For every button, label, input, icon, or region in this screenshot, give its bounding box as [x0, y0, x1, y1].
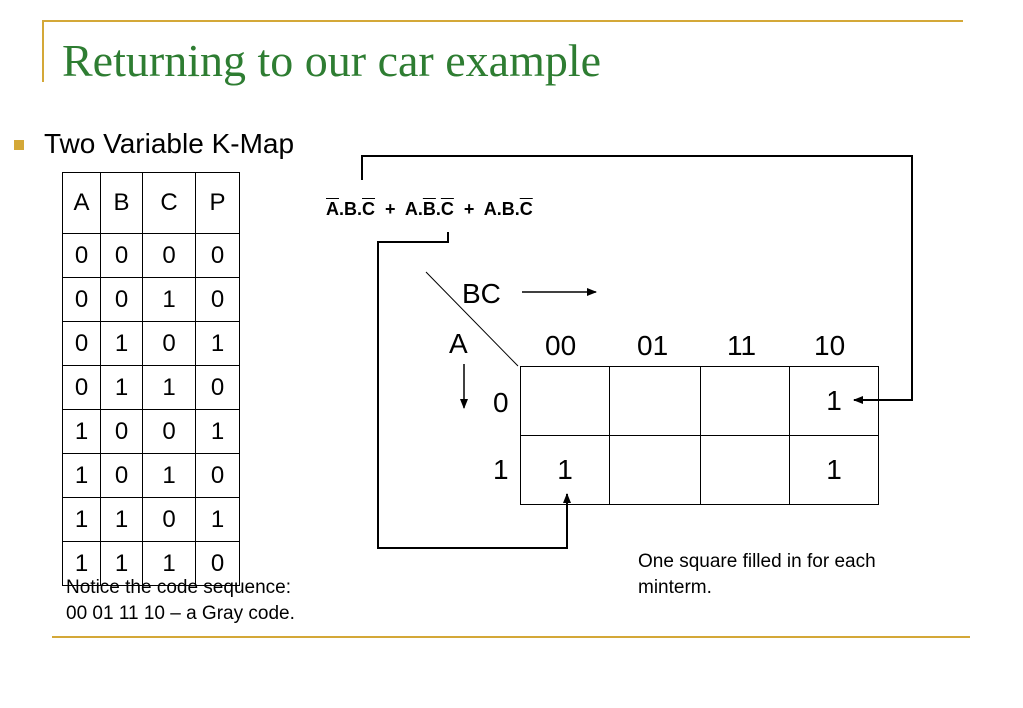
- bullet-text: Two Variable K-Map: [44, 128, 295, 159]
- table-cell: 0: [63, 322, 101, 366]
- kmap-cell: [610, 436, 701, 505]
- table-cell: 1: [143, 454, 196, 498]
- gray-code-note-line2: 00 01 11 10 – a Gray code.: [66, 603, 295, 624]
- kmap-cell: [521, 367, 610, 436]
- kmap-row: [521, 436, 879, 505]
- kmap-cell: [610, 367, 701, 436]
- table-cell: 0: [101, 278, 143, 322]
- header-b: B: [101, 173, 143, 234]
- term1-c-bar: $\overline{C}$: [362, 199, 376, 219]
- table-cell: 0: [143, 322, 196, 366]
- table-cell: 1: [101, 366, 143, 410]
- table-cell: 1: [143, 366, 196, 410]
- kmap-row-header: 1: [493, 454, 509, 485]
- kmap-cell: 1: [521, 436, 610, 505]
- term2-c-bar: $\overline{C}$: [440, 199, 454, 219]
- kmap-row-header: 0: [493, 387, 509, 418]
- kmap-col-header: 01: [637, 330, 669, 361]
- term3-ab: A.B.: [483, 199, 520, 219]
- kmap-col-header: 11: [727, 330, 757, 361]
- kmap-cell: 1: [790, 367, 879, 436]
- table-cell: 0: [101, 234, 143, 278]
- term1-a-bar: $\overline{A}$: [326, 199, 339, 219]
- kmap-grid: [520, 366, 879, 505]
- table-cell: 1: [63, 498, 101, 542]
- table-cell: 1: [101, 542, 143, 586]
- term3-c-bar: $\overline{C}$: [519, 199, 533, 219]
- kmap-a-label: A: [449, 328, 468, 359]
- minterm-note-line2: minterm.: [638, 577, 712, 598]
- table-cell: 1: [143, 542, 196, 586]
- table-cell: 1: [101, 498, 143, 542]
- header-a: A: [63, 173, 101, 234]
- table-cell: 1: [196, 322, 240, 366]
- table-cell: 0: [196, 454, 240, 498]
- table-cell: 0: [101, 410, 143, 454]
- table-cell: 0: [196, 366, 240, 410]
- term2-a: A.: [404, 199, 423, 219]
- kmap-bc-label: BC: [462, 278, 501, 309]
- table-cell: 1: [101, 322, 143, 366]
- table-cell: 0: [63, 278, 101, 322]
- table-cell: 0: [143, 498, 196, 542]
- table-cell: 0: [196, 278, 240, 322]
- plus-sign-1: +: [375, 199, 405, 219]
- term3-connector-arrow: [362, 156, 912, 400]
- minterm-note-line1: One square filled in for each: [638, 551, 876, 572]
- plus-sign-2: +: [453, 199, 484, 219]
- term2-b-bar: $\overline{B}$: [422, 199, 436, 219]
- term1-mid: .B.: [339, 199, 363, 219]
- table-cell: 0: [63, 234, 101, 278]
- kmap-col-header: 00: [545, 330, 577, 361]
- table-cell: 0: [196, 234, 240, 278]
- kmap-cell: 1: [790, 436, 879, 505]
- table-cell: 0: [63, 366, 101, 410]
- table-cell: 0: [143, 410, 196, 454]
- kmap-col-header: 10: [814, 330, 846, 361]
- kmap-row: [521, 367, 879, 436]
- kmap-cell: [701, 436, 790, 505]
- term2-dot: .: [435, 199, 441, 219]
- table-cell: 0: [143, 234, 196, 278]
- table-cell: 1: [196, 498, 240, 542]
- table-cell: 1: [143, 278, 196, 322]
- table-cell: 1: [63, 542, 101, 586]
- kmap-cell: [701, 367, 790, 436]
- table-cell: 1: [63, 454, 101, 498]
- header-c: C: [143, 173, 196, 234]
- table-cell: 0: [196, 542, 240, 586]
- gray-code-note-line1: Notice the code sequence:: [66, 577, 291, 598]
- table-cell: 1: [196, 410, 240, 454]
- slide-title: Returning to our car example: [62, 35, 602, 86]
- table-cell: 0: [101, 454, 143, 498]
- table-cell: 1: [63, 410, 101, 454]
- header-p: P: [196, 173, 240, 234]
